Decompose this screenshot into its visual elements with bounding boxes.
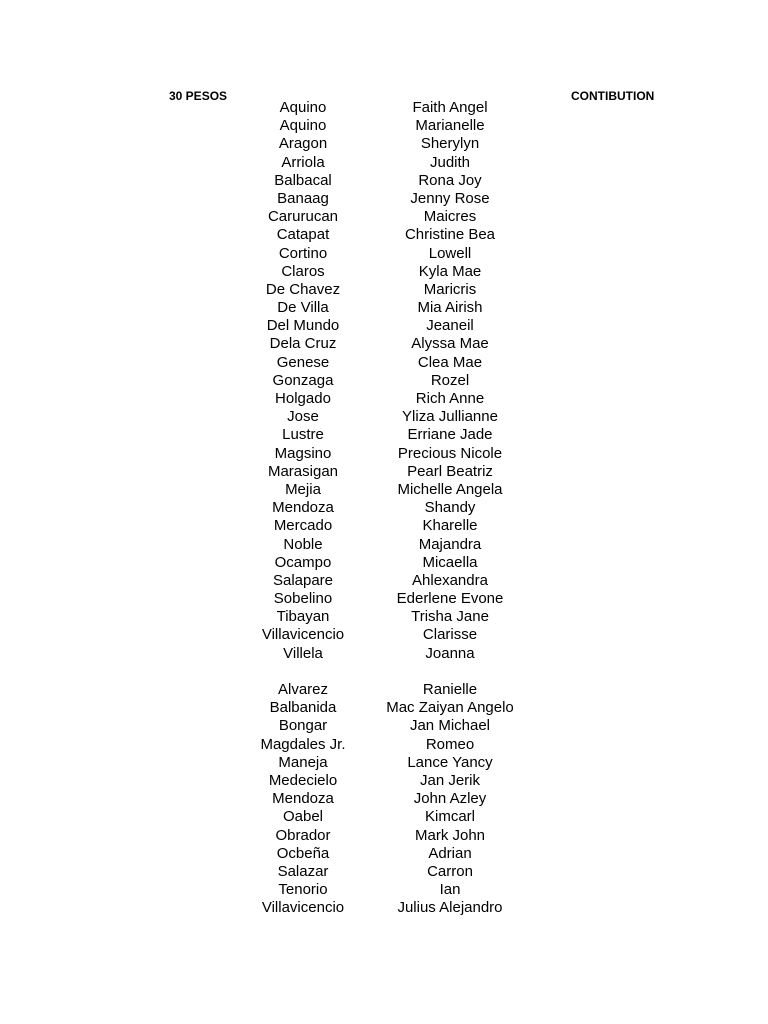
list-item [0,335,768,353]
first-name: Jeaneil [426,317,474,335]
first-name: Kyla Mae [418,262,482,280]
list-item [0,99,768,117]
list-item [0,736,768,754]
last-name: Alvarez [277,681,329,698]
list-item [0,681,768,699]
list-item [0,245,768,263]
first-name: Lowell [428,244,472,262]
last-name: Lustre [282,426,324,444]
first-name: Joanna [425,644,475,662]
names-list [0,99,768,917]
first-name: Precious Nicole [397,444,503,462]
list-item [0,699,768,717]
list-item [0,827,768,845]
first-name: Carron [427,862,473,880]
list-item [0,863,768,881]
list-item [0,299,768,317]
first-name: Sherylyn [420,135,480,153]
last-name: Banaag [277,189,329,207]
last-name: Mendoza [272,790,334,808]
last-name: Obrador [275,826,331,844]
last-name: Del Mundo [266,317,340,335]
last-name: Carurucan [267,208,339,226]
last-name: Bongar [278,717,328,735]
list-item [0,117,768,135]
first-name: Clea Mae [417,353,483,371]
group-divider [0,663,768,681]
last-name: Aragon [278,135,328,153]
list-item [0,208,768,226]
last-name: Tibayan [276,608,330,626]
list-item [0,554,768,572]
first-name: Michelle Angela [397,480,503,498]
list-item [0,499,768,517]
first-name: Trisha Jane [411,608,489,626]
last-name: Holgado [275,390,331,407]
last-name: De Chavez [265,280,341,298]
first-name: Majandra [418,535,482,553]
last-name: Villavicencio [261,626,345,644]
last-name: Catapat [276,226,330,244]
list-item [0,354,768,372]
first-name: Maricris [423,280,477,298]
list-item [0,572,768,590]
first-name: Alyssa Mae [411,335,489,353]
first-name: Ian [439,881,461,899]
first-name: Judith [429,153,471,171]
list-item [0,517,768,535]
last-name: Gonzaga [272,371,334,389]
last-name: Balbacal [274,171,332,189]
last-name: Medecielo [268,771,338,789]
first-name: Romeo [425,735,475,753]
list-item [0,845,768,863]
list-item [0,772,768,790]
first-name: Mac Zaiyan Angelo [386,699,514,717]
first-name: Marianelle [415,117,485,135]
last-name: Tenorio [278,881,328,899]
first-name: Christine Bea [404,226,496,244]
list-item [0,226,768,244]
list-item [0,135,768,153]
last-name: Noble [283,535,323,553]
last-name: Ocbeña [276,844,330,862]
first-name: Rona Joy [418,171,482,189]
last-name: Maneja [278,753,328,771]
last-name: Marasigan [267,462,339,480]
list-item [0,590,768,608]
list-item [0,390,768,408]
first-name: Rozel [430,371,470,389]
first-name: Yliza Jullianne [402,408,498,426]
first-name: Micaella [422,553,478,571]
list-item [0,808,768,826]
first-name: Mark John [414,826,486,844]
first-name: Adrian [428,844,472,862]
last-name: Mercado [273,517,333,535]
first-name: Ranielle [422,681,478,698]
first-name: Kimcarl [424,808,475,826]
list-item [0,317,768,335]
list-item [0,536,768,554]
last-name: Mendoza [272,499,334,517]
first-name: Jan Michael [409,717,491,735]
first-name: Jan Jerik [419,771,481,789]
last-name: Magsino [274,444,332,462]
last-name: Villavicencio [261,899,345,917]
list-item [0,645,768,663]
last-name: Oabel [282,808,324,826]
last-name: Jose [287,408,319,426]
last-name: Genese [276,353,330,371]
list-item [0,754,768,772]
first-name: Lance Yancy [407,753,493,771]
list-item [0,426,768,444]
first-name: Kharelle [422,517,478,535]
last-name: Claros [281,262,325,280]
first-name: Rich Anne [415,390,485,407]
header-contribution-label: CONTIBUTION [571,89,655,103]
list-item [0,790,768,808]
last-name: Dela Cruz [269,335,337,353]
first-name: Julius Alejandro [397,899,503,917]
list-item [0,608,768,626]
last-name: Arriola [281,153,325,171]
first-name: Mia Airish [417,299,483,317]
first-name: Erriane Jade [407,426,493,444]
first-name: Jenny Rose [410,189,490,207]
list-item [0,154,768,172]
list-item [0,172,768,190]
last-name: Aquino [279,117,327,135]
list-item [0,190,768,208]
list-item [0,408,768,426]
last-name: Magdales Jr. [260,735,346,753]
first-name: Ederlene Evone [396,590,504,608]
list-item [0,445,768,463]
last-name: Salapare [272,571,334,589]
first-name: Ahlexandra [412,571,488,589]
list-item [0,881,768,899]
last-name: Villela [283,644,323,662]
first-name: Maicres [423,208,477,226]
last-name: Mejia [285,480,321,498]
last-name: Balbanida [269,699,337,717]
first-name: Shandy [424,499,476,517]
last-name: Ocampo [274,553,332,571]
list-item [0,717,768,735]
last-name: Salazar [277,862,329,880]
first-name: Pearl Beatriz [407,462,493,480]
first-name: John Azley [413,790,487,808]
header-amount-label: 30 PESOS [169,89,228,103]
last-name: Sobelino [273,590,333,608]
list-item [0,372,768,390]
first-name: Clarisse [422,626,478,644]
list-item [0,463,768,481]
last-name: De Villa [277,299,329,317]
list-item [0,626,768,644]
last-name: Cortino [278,244,328,262]
list-item [0,281,768,299]
list-item [0,263,768,281]
list-item [0,899,768,917]
list-item [0,481,768,499]
first-name: Faith Angel [412,99,488,116]
last-name: Aquino [279,99,327,116]
